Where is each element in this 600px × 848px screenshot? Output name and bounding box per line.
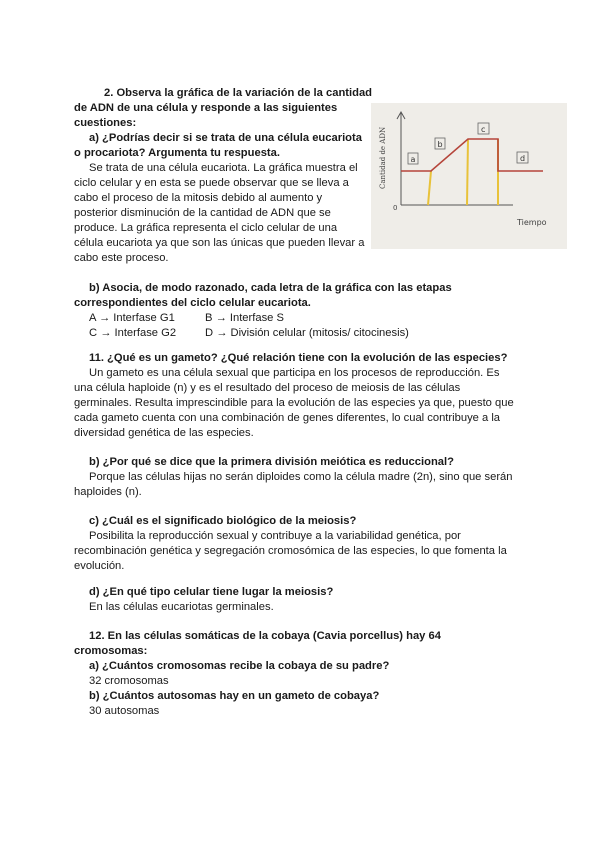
q2b-question-line-2: correspondientes del ciclo celular eucariota.: [74, 297, 311, 309]
graph-x-label: Tiempo: [517, 218, 547, 227]
q2-title-line-2: de ADN de una célula y responde a las siguientes: [74, 102, 338, 114]
q2a-answer-line-6: célula eucariota ya que son las únicas que pueden llevar a: [74, 237, 365, 249]
q2b-answer-b: B → Interfase S: [205, 312, 284, 324]
q11d-answer: En las células eucariotas germinales.: [89, 601, 274, 613]
q2a-answer-line-1: Se trata de una célula eucariota. La gráfica muestra el: [89, 162, 358, 174]
q2-title-line-3: cuestiones:: [74, 117, 137, 129]
q11-answer-line-5: diversidad genética de las especies.: [74, 427, 254, 439]
q12b-answer: 30 autosomas: [89, 705, 160, 717]
graph-y-label: Cantidad de ADN: [379, 126, 387, 189]
q2b-answer-c: C → Interfase G2: [89, 327, 177, 339]
q11-answer-line-4: cada gameto cuenta con una combinación de genes diferentes, lo cual contribuye a la: [74, 412, 501, 424]
q2a-answer-line-5: produce. La gráfica representa el ciclo celular de una: [74, 222, 338, 234]
q11c-question: c) ¿Cuál es el significado biológico de la meiosis?: [89, 515, 357, 527]
q11d-question: d) ¿En qué tipo celular tiene lugar la meiosis?: [89, 586, 334, 598]
graph-origin-label: 0: [393, 204, 398, 212]
q11b-answer-line-2: haploides (n).: [74, 486, 142, 498]
q11c-answer-line-1: Posibilita la reproducción sexual y contribuye a la variabilidad genética, por: [89, 530, 461, 542]
dna-graph: [371, 103, 567, 249]
q12a-answer: 32 cromosomas: [89, 675, 169, 687]
q11-answer-line-3: germinales. Resulta imprescindible para la evolución de las especies ya que, puesto que: [74, 397, 514, 409]
q2a-answer-line-2: ciclo celular y en esta se puede observar que se lleva a: [74, 177, 349, 189]
graph-letter-c: c: [481, 125, 486, 134]
graph-letter-d: d: [520, 154, 526, 163]
q12b-question: b) ¿Cuántos autosomas hay en un gameto de cobaya?: [89, 690, 380, 702]
q11-answer-line-2: una célula haploide (n) y es el resultado del proceso de meiosis de las células: [74, 382, 461, 394]
q11-answer-line-1: Un gameto es una célula sexual que participa en los procesos de reproducción. Es: [89, 367, 500, 379]
q11b-question: b) ¿Por qué se dice que la primera división meiótica es reduccional?: [89, 456, 454, 468]
q2a-question-line-1: a) ¿Podrías decir si se trata de una célula eucariota: [89, 132, 362, 144]
graph-letter-b: b: [437, 140, 443, 149]
q2a-answer-line-7: cabo este proceso.: [74, 252, 169, 264]
q2b-question-line-1: b) Asocia, de modo razonado, cada letra de la gráfica con las etapas: [89, 282, 452, 294]
q2b-answer-d: D → División celular (mitosis/ citocinesis): [205, 327, 409, 339]
q2a-question-line-2: o procariota? Argumenta tu respuesta.: [74, 147, 280, 159]
q2-title-line-1: 2. Observa la gráfica de la variación de la cantidad: [104, 87, 372, 99]
q11c-answer-line-2: recombinación genética y segregación cromosómica de las especies, lo que fomenta la: [74, 545, 507, 557]
q11b-answer-line-1: Porque las células hijas no serán diploides como la célula madre (2n), sino que serán: [89, 471, 513, 483]
dna-graph-figure: [371, 103, 567, 249]
q12-title-line-2: cromosomas:: [74, 645, 148, 657]
graph-letter-a: a: [410, 155, 416, 164]
q11-title: 11. ¿Qué es un gameto? ¿Qué relación tiene con la evolución de las especies?: [89, 352, 508, 364]
q2b-answer-a: A → Interfase G1: [89, 312, 175, 324]
q11c-answer-line-3: evolución.: [74, 560, 125, 572]
q2a-answer-line-4: posterior disminución de la cantidad de ADN que se: [74, 207, 331, 219]
q2a-answer-line-3: cabo el proceso de la mitosis debido al aumento y: [74, 192, 323, 204]
q12-title-line-1: 12. En las células somáticas de la cobaya (Cavia porcellus) hay 64: [89, 630, 441, 642]
marker-b-c: [467, 139, 468, 205]
q12a-question: a) ¿Cuántos cromosomas recibe la cobaya de su padre?: [89, 660, 390, 672]
